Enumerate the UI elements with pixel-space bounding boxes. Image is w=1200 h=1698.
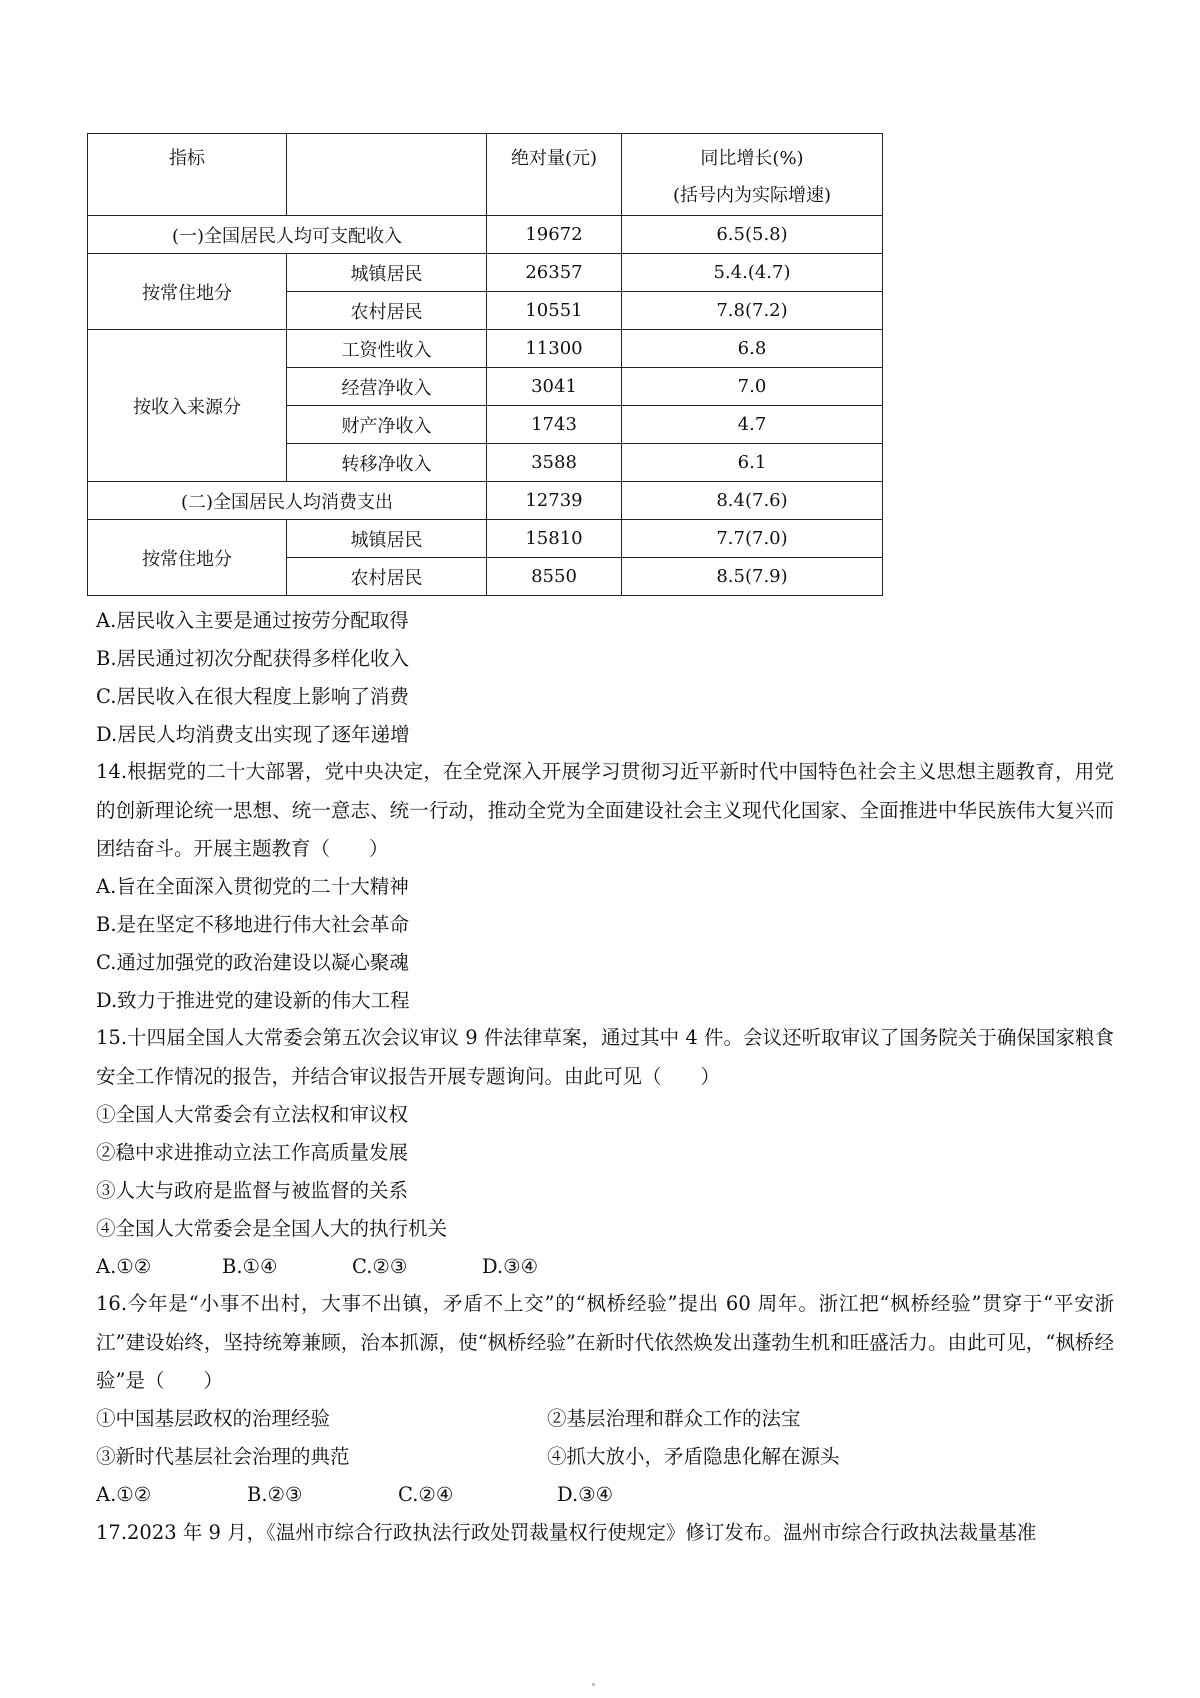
row-value: 26357 — [487, 254, 622, 292]
q15-option-c: C.②③ — [352, 1255, 408, 1278]
q16-option-c: C.②④ — [398, 1483, 454, 1506]
q16-statement-4: ④抓大放小，矛盾隐患化解在源头 — [547, 1445, 840, 1468]
q16-option-a: A.①② — [96, 1483, 152, 1506]
row-label: 经营净收入 — [287, 368, 487, 406]
q15-stem: 15.十四届全国人大常委会第五次会议审议 9 件法律草案，通过其中 4 件。会议还听取审议了国务院关于确保国家粮食安全工作情况的报告，并结合审议报告开展专题询问。由此可见（ ） — [96, 1026, 1114, 1088]
q15-statement-3: ③人大与政府是监督与被监督的关系 — [96, 1179, 409, 1202]
row-growth: 6.1 — [622, 444, 883, 482]
row-value: 19672 — [487, 216, 622, 254]
table-row — [88, 482, 883, 520]
row-growth: 8.4(7.6) — [622, 482, 883, 520]
row-value: 11300 — [487, 330, 622, 368]
row-growth: 5.4.(4.7) — [622, 254, 883, 292]
q14-option-b: B.是在坚定不移地进行伟大社会革命 — [96, 913, 410, 936]
row-label: 农村居民 — [287, 558, 487, 596]
q15-option-a: A.①② — [96, 1255, 152, 1278]
table-row — [88, 216, 883, 254]
income-consumption-table — [87, 133, 883, 596]
row-growth: 4.7 — [622, 406, 883, 444]
row-growth: 6.5(5.8) — [622, 216, 883, 254]
q15-statement-1: ①全国人大常委会有立法权和审议权 — [96, 1103, 409, 1126]
row-growth: 7.0 — [622, 368, 883, 406]
q16-option-b: B.②③ — [247, 1483, 303, 1506]
q13-option-a: A.居民收入主要是通过按劳分配取得 — [96, 609, 409, 632]
q16-statement-3: ③新时代基层社会治理的典范 — [96, 1445, 350, 1468]
row-value: 1743 — [487, 406, 622, 444]
row-growth: 7.8(7.2) — [622, 292, 883, 330]
q16-statement-2: ②基层治理和群众工作的法宝 — [547, 1407, 801, 1430]
header-indicator: 指标 — [88, 134, 287, 216]
header-growth — [622, 134, 883, 216]
row-label: 城镇居民 — [287, 520, 487, 558]
q16-stem: 16.今年是“小事不出村，大事不出镇，矛盾不上交”的“枫桥经验”提出 60 周年。浙江把“枫桥经验”贯穿于“平安浙江”建设始终，坚持统筹兼顾，治本抓源，使“枫桥经验”在新时代依然焕发出蓬勃生机和旺盛活力。由此可见，“枫桥经验”是（ ） — [96, 1292, 1114, 1392]
q14-stem: 14.根据党的二十大部署，党中央决定，在全党深入开展学习贯彻习近平新时代中国特色社会主义思想主题教育，用党的创新理论统一思想、统一意志、统一行动，推动全党为全面建设社会主义现代化国家、全面推进中华民族伟大复兴而团结奋斗。开展主题教育（ ） — [96, 760, 1114, 860]
header-blank — [287, 134, 487, 216]
row-growth: 8.5(7.9) — [622, 558, 883, 596]
q16-option-d: D.③④ — [557, 1483, 614, 1506]
row-value: 12739 — [487, 482, 622, 520]
table-row — [88, 254, 883, 292]
row-label: 工资性收入 — [287, 330, 487, 368]
row-growth: 7.7(7.0) — [622, 520, 883, 558]
header-growth-line2: (括号内为实际增速) — [672, 185, 832, 206]
table-row — [88, 330, 883, 368]
q13-option-d: D.居民人均消费支出实现了逐年递增 — [96, 723, 410, 746]
q13-option-c: C.居民收入在很大程度上影响了消费 — [96, 685, 409, 708]
header-absolute: 绝对量(元) — [487, 134, 622, 216]
row-growth: 6.8 — [622, 330, 883, 368]
row-label: 城镇居民 — [287, 254, 487, 292]
page-mark-dot — [592, 1683, 595, 1686]
q14-option-d: D.致力于推进党的建设新的伟大工程 — [96, 989, 410, 1012]
q15-option-d: D.③④ — [482, 1255, 539, 1278]
q15-option-b: B.①④ — [222, 1255, 278, 1278]
table-header-row — [88, 134, 883, 216]
group-label: 按常住地分 — [88, 520, 287, 596]
q15-statement-2: ②稳中求进推动立法工作高质量发展 — [96, 1141, 409, 1164]
row-value: 3588 — [487, 444, 622, 482]
row-value: 3041 — [487, 368, 622, 406]
q14-option-a: A.旨在全面深入贯彻党的二十大精神 — [96, 875, 409, 898]
table-row — [88, 520, 883, 558]
row-value: 8550 — [487, 558, 622, 596]
group-label: 按常住地分 — [88, 254, 287, 330]
row-value: 10551 — [487, 292, 622, 330]
row-label: 转移净收入 — [287, 444, 487, 482]
q14-option-c: C.通过加强党的政治建设以凝心聚魂 — [96, 951, 409, 974]
q16-statement-1: ①中国基层政权的治理经验 — [96, 1407, 331, 1430]
row-label: 农村居民 — [287, 292, 487, 330]
q15-statement-4: ④全国人大常委会是全国人大的执行机关 — [96, 1217, 448, 1240]
group-label: 按收入来源分 — [88, 330, 287, 482]
row-value: 15810 — [487, 520, 622, 558]
header-growth-line1: 同比增长(%) — [700, 148, 804, 169]
row-label: (二)全国居民人均消费支出 — [88, 482, 487, 520]
q13-option-b: B.居民通过初次分配获得多样化收入 — [96, 647, 410, 670]
row-label: 财产净收入 — [287, 406, 487, 444]
row-label: (一)全国居民人均可支配收入 — [88, 216, 487, 254]
q17-stem: 17.2023 年 9 月，《温州市综合行政执法行政处罚裁量权行使规定》修订发布。温州市综合行政执法裁量基准 — [96, 1521, 1037, 1544]
